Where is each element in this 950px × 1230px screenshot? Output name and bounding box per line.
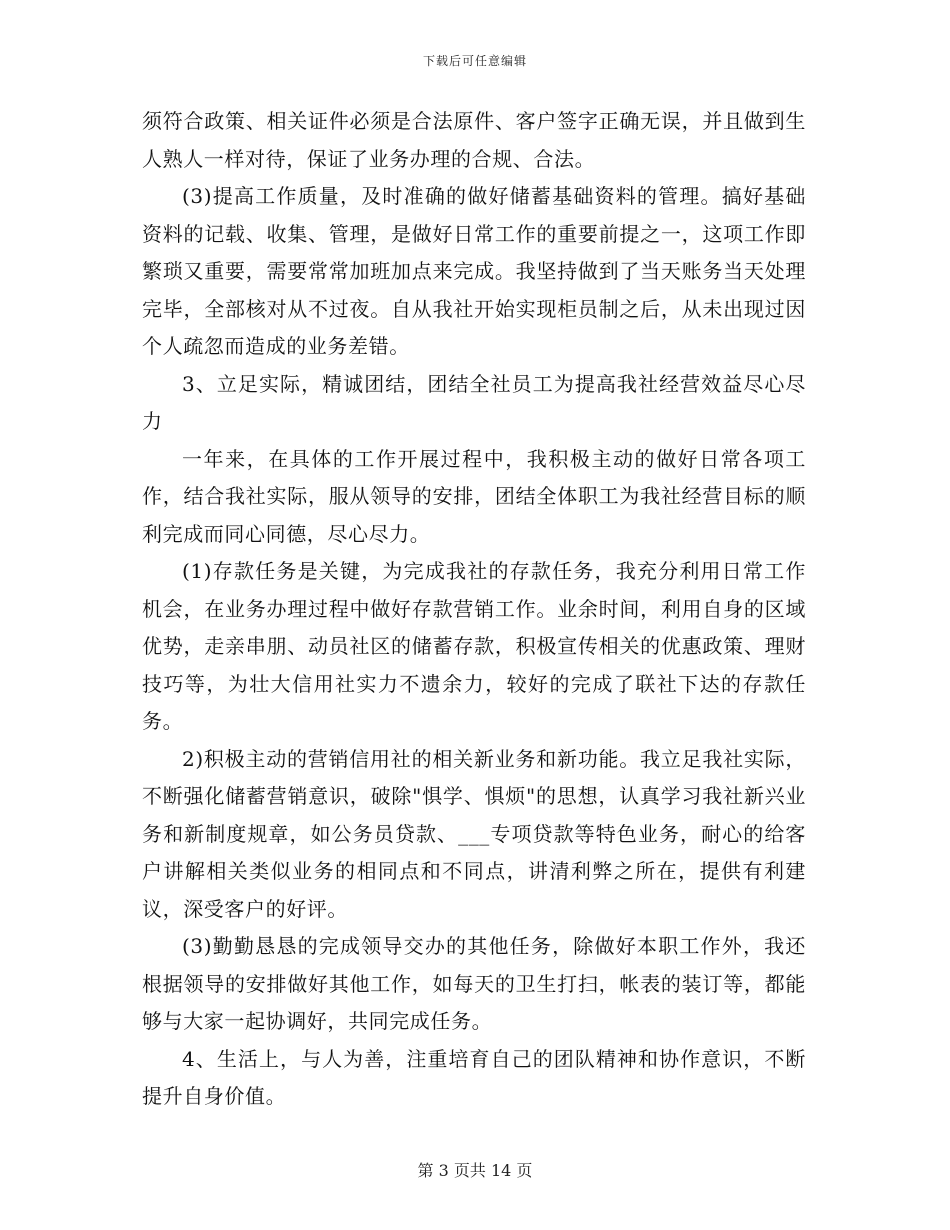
paragraph-7: (3)勤勤恳恳的完成领导交办的其他任务，除做好本职工作外，我还根据领导的安排做好其他工作，如每天的卫生打扫，帐表的装订等，都能够与大家一起协调好，共同完成任务。 [142,934,806,1033]
paragraph-8: 4、生活上，与人为善，注重培育自己的团队精神和协作意识，不断提升自身价值。 [142,1046,806,1108]
page-header: 下载后可任意编辑 [422,54,527,68]
paragraph-1: 须符合政策、相关证件必须是合法原件、客户签字正确无误，并且做到生人熟人一样对待，保证了业务办理的合规、合法。 [142,109,806,171]
page-footer: 第 3 页共 14 页 [417,1161,533,1180]
paragraph-2: (3)提高工作质量，及时准确的做好储蓄基础资料的管理。搞好基础资料的记载、收集、管理，是做好日常工作的重要前提之一，这项工作即繁琐又重要，需要常常加班加点来完成。我坚持做到了当天账务当天处理完毕，全部核对从不过夜。自从我社开始实现柜员制之后，从未出现过因个人疏忽而造成的业务差错。 [142,184,806,358]
paragraph-4: 一年来，在具体的工作开展过程中，我积极主动的做好日常各项工作，结合我社实际，服从领导的安排，团结全体职工为我社经营目标的顺利完成而同心同德，尽心尽力。 [142,446,806,546]
paragraph-5: (1)存款任务是关键，为完成我社的存款任务，我充分利用日常工作机会，在业务办理过程中做好存款营销工作。业余时间，利用自身的区域优势，走亲串朋、动员社区的储蓄存款，积极宣传相关的优惠政策、理财技巧等，为壮大信用社实力不遗余力，较好的完成了联社下达的存款任务。 [142,559,806,733]
paragraph-6: 2)积极主动的营销信用社的相关新业务和新功能。我立足我社实际，不断强化储蓄营销意识，破除"惧学、惧烦"的思想，认真学习我社新兴业务和新制度规章，如公务员贷款、___专项贷款等特色业务，耐心的给客户讲解相关类似业务的相同点和不同点，讲清利弊之所在，提供有利建议，深受客户的好评。 [142,746,806,921]
paragraph-3: 3、立足实际，精诚团结，团结全社员工为提高我社经营效益尽心尽力 [142,371,806,433]
document-body [142,103,806,1116]
